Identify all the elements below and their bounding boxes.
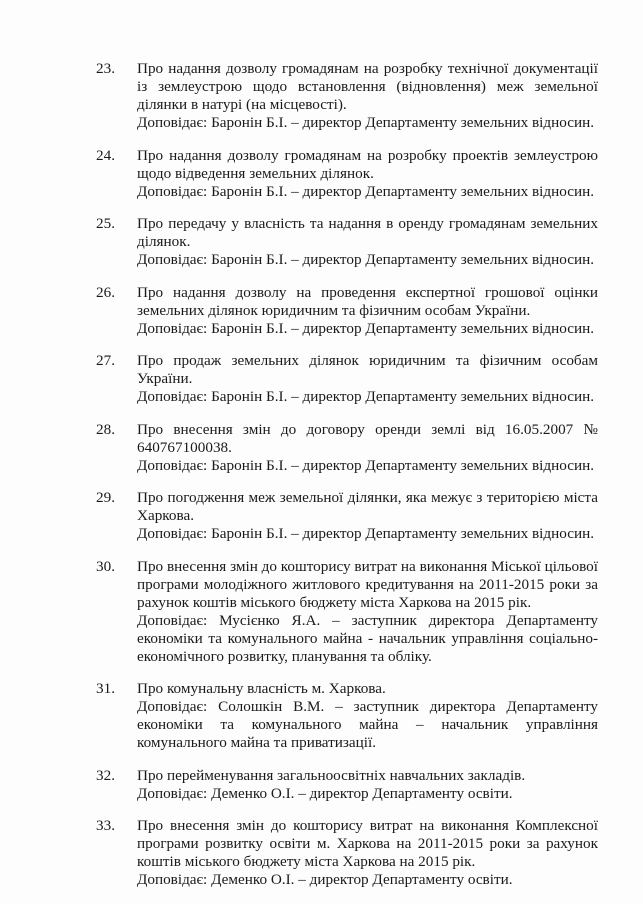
agenda-item xyxy=(96,558,598,666)
item-body xyxy=(137,767,598,803)
agenda-item xyxy=(96,60,598,132)
item-title: Про надання дозволу громадянам на розробку проектів землеустрою щодо відведення земельних ділянок. xyxy=(137,146,598,182)
item-title: Про комунальну власність м. Харкова. xyxy=(137,680,386,697)
agenda-item xyxy=(96,147,598,201)
item-body xyxy=(137,147,598,201)
item-title: Про внесення змін до кошторису витрат на виконання Комплексної програми розвитку освіти м. Харкова на 2011-2015 роки за рахунок коштів міського бюджету міста Харкова на 2015 рік. xyxy=(137,817,598,870)
item-number: 30. xyxy=(96,557,115,575)
item-number: 28. xyxy=(96,420,115,438)
item-body xyxy=(137,284,598,338)
item-title: Про погодження меж земельної ділянки, яка межує з територією міста Харкова. xyxy=(137,489,598,524)
item-speaker: Доповідає: Баронін Б.І. – директор Департаменту земельних відносин. xyxy=(137,525,595,542)
item-speaker: Доповідає: Баронін Б.І. – директор Департаменту земельних відносин. xyxy=(137,319,595,337)
agenda-item xyxy=(96,215,598,269)
item-body xyxy=(137,421,598,475)
item-number: 31. xyxy=(96,680,115,697)
agenda-item xyxy=(96,767,598,803)
item-speaker: Доповідає: Баронін Б.І. – директор Департаменту земельних відносин. xyxy=(137,114,595,131)
item-speaker: Доповідає: Мусієнко Я.А. – заступник директора Департаменту економіки та комунального майна - начальник управління соціально-економічного розвитку, планування та обліку. xyxy=(137,611,598,665)
item-number: 25. xyxy=(96,215,115,232)
item-speaker: Доповідає: Солошкін В.М. – заступник директора Департаменту економіки та комунального майна – начальник управління комунального майна та приватизації. xyxy=(137,698,598,751)
item-title: Про надання дозволу на проведення експертної грошової оцінки земельних ділянок юридичним та фізичним особам України. xyxy=(137,283,598,319)
item-body xyxy=(137,352,598,406)
item-number: 33. xyxy=(96,817,115,834)
item-body xyxy=(137,215,598,269)
agenda-item xyxy=(96,352,598,406)
agenda-item xyxy=(96,421,598,475)
agenda-item xyxy=(96,284,598,338)
item-title: Про внесення змін до кошторису витрат на виконання Міської цільової програми молодіжного житлового кредитування на 2011-2015 роки за рахунок коштів міського бюджету міста Харкова на 2015 рік. xyxy=(137,557,598,611)
agenda-item xyxy=(96,680,598,752)
agenda-item xyxy=(96,489,598,543)
item-number: 24. xyxy=(96,146,115,164)
item-speaker: Доповідає: Деменко О.І. – директор Департаменту освіти. xyxy=(137,871,513,888)
agenda-list xyxy=(96,60,598,904)
item-body xyxy=(137,489,598,543)
item-title: Про перейменування загальноосвітніх навчальних закладів. xyxy=(137,766,526,784)
item-speaker: Доповідає: Деменко О.І. – директор Департаменту освіти. xyxy=(137,784,513,802)
item-number: 29. xyxy=(96,489,115,506)
item-speaker: Доповідає: Баронін Б.І. – директор Департаменту земельних відносин. xyxy=(137,388,595,405)
item-number: 23. xyxy=(96,60,115,77)
item-title: Про внесення змін до договору оренди землі від 16.05.2007 № 640767100038. xyxy=(137,420,598,456)
item-title: Про передачу у власність та надання в оренду громадянам земельних ділянок. xyxy=(137,215,598,250)
item-body xyxy=(137,558,598,666)
item-speaker: Доповідає: Баронін Б.І. – директор Департаменту земельних відносин. xyxy=(137,456,595,474)
item-title: Про продаж земельних ділянок юридичним та фізичним особам України. xyxy=(137,352,598,387)
item-body xyxy=(137,60,598,132)
item-number: 32. xyxy=(96,766,115,784)
item-body xyxy=(137,680,598,752)
item-number: 26. xyxy=(96,283,115,301)
item-speaker: Доповідає: Баронін Б.І. – директор Департаменту земельних відносин. xyxy=(137,182,595,200)
item-speaker: Доповідає: Баронін Б.І. – директор Департаменту земельних відносин. xyxy=(137,251,595,268)
item-number: 27. xyxy=(96,352,115,369)
item-body xyxy=(137,817,598,889)
agenda-item xyxy=(96,817,598,889)
item-title: Про надання дозволу громадянам на розробку технічної документації із землеустрою щодо встановлення (відновлення) меж земельної ділянки в натурі (на місцевості). xyxy=(137,60,598,113)
